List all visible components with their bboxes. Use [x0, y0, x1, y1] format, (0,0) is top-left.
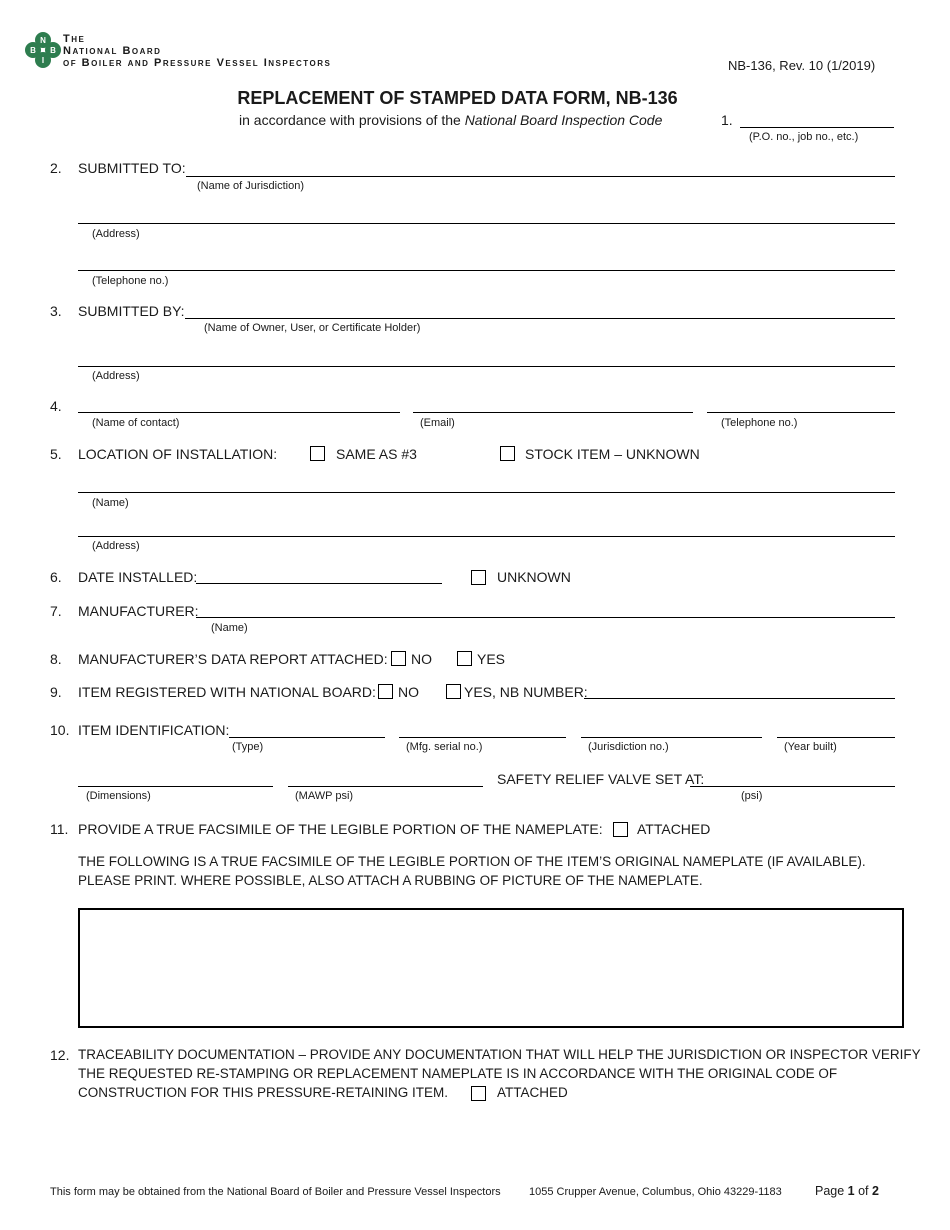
srv-psi-sublabel: (psi)	[741, 790, 763, 802]
nbbi-logo	[25, 32, 61, 68]
owner-address-sublabel: (Address)	[92, 370, 140, 382]
nb-number-field[interactable]	[584, 698, 895, 699]
nb-registered-no-checkbox[interactable]	[378, 684, 393, 699]
po-number-field[interactable]	[740, 127, 894, 128]
jurisdiction-phone-sublabel: (Telephone no.)	[92, 275, 169, 287]
facsimile-attached-checkbox[interactable]	[613, 822, 628, 837]
item3-number: 3.	[50, 303, 62, 319]
jurisdiction-name-field[interactable]	[186, 176, 895, 177]
clover-logo-icon	[25, 32, 61, 68]
manufacturer-label: MANUFACTURER:	[78, 603, 199, 619]
jurisdiction-name-sublabel: (Name of Jurisdiction)	[197, 180, 304, 192]
contact-email-field[interactable]	[413, 412, 693, 413]
nb-registered-label: ITEM REGISTERED WITH NATIONAL BOARD:	[78, 684, 376, 700]
nb-registered-yes-checkbox[interactable]	[446, 684, 461, 699]
nb-registered-no-label: NO	[398, 684, 419, 700]
org-line-1: The	[63, 33, 86, 45]
item4-number: 4.	[50, 398, 62, 414]
org-line-2: National Board	[63, 45, 162, 57]
page-total: 2	[872, 1184, 879, 1198]
mfg-serial-sublabel: (Mfg. serial no.)	[406, 741, 483, 753]
owner-address-field[interactable]	[78, 366, 895, 367]
jurisdiction-phone-field[interactable]	[78, 270, 895, 271]
stock-item-checkbox[interactable]	[500, 446, 515, 461]
footer-obtain-text: This form may be obtained from the National Board of Boiler and Pressure Vessel Inspectors	[50, 1186, 501, 1198]
year-built-field[interactable]	[777, 737, 895, 738]
location-address-field[interactable]	[78, 536, 895, 537]
srv-set-field[interactable]	[690, 786, 895, 787]
item6-number: 6.	[50, 569, 62, 585]
item10-number: 10.	[50, 722, 70, 738]
same-as-3-checkbox[interactable]	[310, 446, 325, 461]
facsimile-attached-label: ATTACHED	[637, 821, 711, 837]
dimensions-sublabel: (Dimensions)	[86, 790, 151, 802]
page-indicator	[815, 1184, 879, 1198]
item-type-field[interactable]	[229, 737, 385, 738]
facsimile-label: PROVIDE A TRUE FACSIMILE OF THE LEGIBLE PORTION OF THE NAMEPLATE:	[78, 821, 603, 837]
srv-set-label: SAFETY RELIEF VALVE SET AT:	[497, 771, 705, 787]
manufacturer-name-sublabel: (Name)	[211, 622, 248, 634]
traceability-line-3: CONSTRUCTION FOR THIS PRESSURE-RETAINING ITEM.	[78, 1085, 449, 1100]
data-report-yes-checkbox[interactable]	[457, 651, 472, 666]
org-line-3: of Boiler and Pressure Vessel Inspectors	[63, 57, 332, 69]
manufacturer-name-field[interactable]	[196, 617, 895, 618]
item9-number: 9.	[50, 684, 62, 700]
contact-email-sublabel: (Email)	[420, 417, 455, 429]
nameplate-facsimile-box[interactable]	[78, 908, 904, 1028]
mawp-field[interactable]	[288, 786, 483, 787]
data-report-no-label: NO	[411, 651, 432, 667]
item12-number: 12.	[50, 1047, 70, 1063]
contact-name-sublabel: (Name of contact)	[92, 417, 180, 429]
footer-address: 1055 Crupper Avenue, Columbus, Ohio 43229-1183	[529, 1186, 782, 1198]
logo-letter-i: I	[41, 56, 45, 65]
stock-item-label: STOCK ITEM – UNKNOWN	[525, 446, 700, 462]
nb-registered-yes-label: YES, NB NUMBER:	[464, 684, 588, 700]
submitted-to-label: SUBMITTED TO:	[78, 160, 186, 176]
page-number: 1	[847, 1184, 855, 1198]
data-report-label: MANUFACTURER’S DATA REPORT ATTACHED:	[78, 651, 388, 667]
contact-phone-sublabel: (Telephone no.)	[721, 417, 798, 429]
item-type-sublabel: (Type)	[232, 741, 264, 753]
mfg-serial-field[interactable]	[399, 737, 566, 738]
facsimile-instructions: THE FOLLOWING IS A TRUE FACSIMILE OF THE LEGIBLE PORTION OF THE ITEM’S ORIGINAL NAMEPLATE (IF AVAILABLE). PLEASE PRINT. WHERE POSSIBLE, ALSO ATTACH A RUBBING OF PICTURE OF THE NAMEPLATE.	[78, 854, 866, 888]
owner-name-field[interactable]	[185, 318, 895, 319]
subtitle-code-name: National Board Inspection Code	[464, 112, 663, 128]
traceability-line-1: TRACEABILITY DOCUMENTATION – PROVIDE ANY DOCUMENTATION THAT WILL HELP THE JURISDICTION OR INSPECTOR VERIFY	[78, 1047, 921, 1062]
page-word: Page	[815, 1184, 848, 1198]
item8-number: 8.	[50, 651, 62, 667]
date-unknown-label: UNKNOWN	[497, 569, 571, 585]
item7-number: 7.	[50, 603, 62, 619]
subtitle-prefix: in accordance with provisions of the	[239, 112, 465, 128]
contact-name-field[interactable]	[78, 412, 400, 413]
item-identification-label: ITEM IDENTIFICATION:	[78, 722, 230, 738]
date-installed-field[interactable]	[196, 583, 442, 584]
item1-number: 1.	[721, 112, 733, 128]
item5-number: 5.	[50, 446, 62, 462]
item11-number: 11.	[50, 821, 69, 837]
page-title: REPLACEMENT OF STAMPED DATA FORM, NB-136	[237, 88, 678, 108]
page-of: of	[854, 1184, 872, 1198]
traceability-attached-checkbox[interactable]	[471, 1086, 486, 1101]
same-as-3-label: SAME AS #3	[336, 446, 417, 462]
logo-letter-b2: B	[50, 46, 56, 55]
location-name-sublabel: (Name)	[92, 497, 129, 509]
contact-phone-field[interactable]	[707, 412, 895, 413]
mawp-sublabel: (MAWP psi)	[295, 790, 354, 802]
location-name-field[interactable]	[78, 492, 895, 493]
dimensions-field[interactable]	[78, 786, 273, 787]
po-number-sublabel: (P.O. no., job no., etc.)	[749, 131, 859, 143]
jurisdiction-number-sublabel: (Jurisdiction no.)	[588, 741, 669, 753]
jurisdiction-address-field[interactable]	[78, 223, 895, 224]
location-label: LOCATION OF INSTALLATION:	[78, 446, 278, 462]
year-built-sublabel: (Year built)	[784, 741, 837, 753]
page-subtitle	[239, 112, 662, 128]
date-installed-label: DATE INSTALLED:	[78, 569, 198, 585]
jurisdiction-address-sublabel: (Address)	[92, 228, 140, 240]
logo-letter-b1: B	[30, 46, 36, 55]
data-report-yes-label: YES	[477, 651, 506, 667]
data-report-no-checkbox[interactable]	[391, 651, 406, 666]
owner-name-sublabel: (Name of Owner, User, or Certificate Holder)	[204, 322, 421, 334]
traceability-line-2: THE REQUESTED RE-STAMPING OR REPLACEMENT NAMEPLATE IS IN ACCORDANCE WITH THE ORIGINAL CODE OF	[78, 1066, 838, 1081]
item2-number: 2.	[50, 160, 62, 176]
form-revision: NB-136, Rev. 10 (1/2019)	[728, 58, 876, 73]
jurisdiction-number-field[interactable]	[581, 737, 762, 738]
date-unknown-checkbox[interactable]	[471, 570, 486, 585]
traceability-attached-label: ATTACHED	[497, 1085, 568, 1100]
submitted-by-label: SUBMITTED BY:	[78, 303, 185, 319]
location-address-sublabel: (Address)	[92, 540, 140, 552]
logo-letter-n: N	[40, 36, 46, 45]
